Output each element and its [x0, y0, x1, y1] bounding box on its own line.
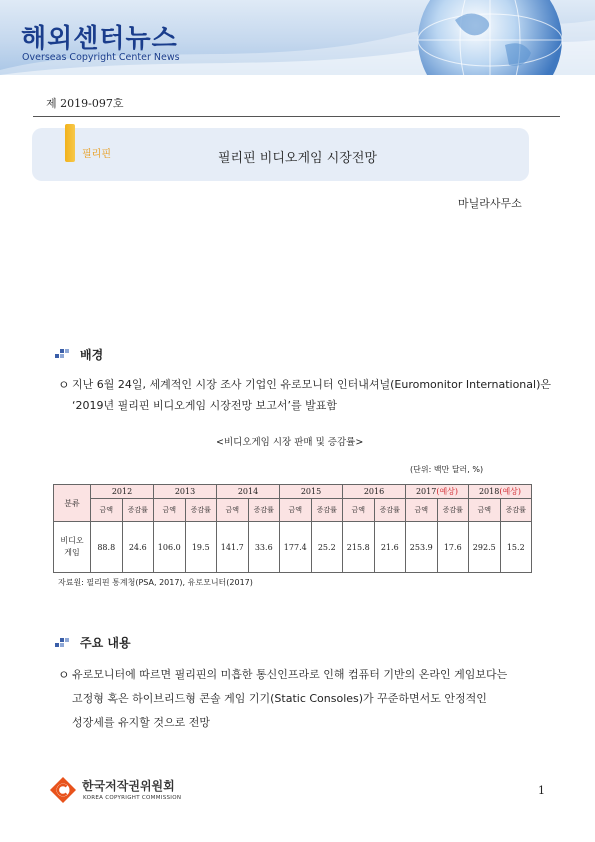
- commission-name: 한국저작권위원회: [82, 779, 175, 793]
- metric-amount-header: 금액: [280, 499, 312, 522]
- table-row: [54, 522, 532, 573]
- year-header: 2017(예상): [406, 485, 469, 499]
- table-cell: 33.6: [248, 522, 280, 573]
- table-cell: 19.5: [185, 522, 217, 573]
- issue-number: 제 2019-097호: [46, 97, 124, 110]
- year-header: 2015: [280, 485, 343, 499]
- article-title: 필리핀 비디오게임 시장전망: [218, 151, 377, 166]
- table-cell: 88.8: [91, 522, 123, 573]
- metric-rate-header: 증감률: [248, 499, 280, 522]
- content-line-3: 성장세를 유지할 것으로 전망: [72, 716, 211, 729]
- table-cell: 106.0: [154, 522, 186, 573]
- author-office: 마닐라사무소: [458, 197, 522, 210]
- metric-rate-header: 증감률: [437, 499, 469, 522]
- metric-rate-header: 증감률: [374, 499, 406, 522]
- table-year-row: [54, 485, 532, 499]
- market-table: [53, 484, 532, 573]
- year-header: 2012: [91, 485, 154, 499]
- background-line-2: ‘2019년 필리핀 비디오게임 시장전망 보고서’를 발표함: [72, 399, 337, 412]
- table-cell: 17.6: [437, 522, 469, 573]
- year-header: 2014: [217, 485, 280, 499]
- section-heading-background: 배경: [80, 348, 104, 362]
- commission-name-english: KOREA COPYRIGHT COMMISSION: [83, 795, 182, 801]
- row-label: 비디오 게임: [54, 522, 91, 573]
- content-line-2: 고정형 혹은 하이브리드형 콘솔 게임 기기(Static Consoles)가 꾸준하면서도 안정적인: [72, 692, 487, 705]
- table-metric-row: [54, 499, 532, 522]
- metric-amount-header: 금액: [154, 499, 186, 522]
- table-caption: <비디오게임 시장 판매 및 증감률>: [216, 437, 364, 448]
- table-cell: 177.4: [280, 522, 312, 573]
- table-cell: 292.5: [469, 522, 501, 573]
- table-cell: 21.6: [374, 522, 406, 573]
- header-banner: [0, 0, 595, 75]
- table-cell: 253.9: [406, 522, 438, 573]
- page-number: 1: [538, 784, 545, 797]
- table-cell: 25.2: [311, 522, 343, 573]
- newsletter-subtitle: Overseas Copyright Center News: [22, 52, 180, 63]
- table-cell: 24.6: [122, 522, 154, 573]
- year-header: 2013: [154, 485, 217, 499]
- background-line-1: 지난 6월 24일, 세계적인 시장 조사 기업인 유로모니터 인터내셔널(Euromonitor International)은: [72, 378, 551, 391]
- table-source: 자료원: 필리핀 통계청(PSA, 2017), 유로모니터(2017): [58, 578, 253, 587]
- table-cell: 215.8: [343, 522, 375, 573]
- year-header: 2018(예상): [469, 485, 532, 499]
- year-header: 2016: [343, 485, 406, 499]
- table-cell: 15.2: [500, 522, 532, 573]
- metric-rate-header: 증감률: [311, 499, 343, 522]
- content-line-1: 유로모니터에 따르면 필리핀의 미흡한 통신인프라로 인해 컴퓨터 기반의 온라인 게임보다는: [72, 668, 508, 681]
- table-unit: (단위: 백만 달러, %): [410, 465, 484, 474]
- metric-amount-header: 금액: [343, 499, 375, 522]
- category-marker: [65, 124, 75, 162]
- category-label: 필리핀: [82, 149, 111, 160]
- newsletter-title: 해외센터뉴스: [21, 24, 178, 54]
- metric-amount-header: 금액: [217, 499, 249, 522]
- table-category-header: 분류: [54, 485, 91, 522]
- metric-amount-header: 금액: [91, 499, 123, 522]
- header-divider: [33, 116, 560, 117]
- section-heading-main-content: 주요 내용: [80, 636, 131, 650]
- section-bullet-icon: [55, 638, 70, 648]
- bullet-mark: ㅇ: [58, 378, 70, 392]
- bullet-mark: ㅇ: [58, 668, 70, 682]
- globe-icon: [405, 0, 575, 75]
- metric-amount-header: 금액: [406, 499, 438, 522]
- metric-amount-header: 금액: [469, 499, 501, 522]
- metric-rate-header: 증감률: [185, 499, 217, 522]
- metric-rate-header: 증감률: [500, 499, 532, 522]
- section-bullet-icon: [55, 349, 70, 359]
- commission-logo-icon: [49, 776, 77, 804]
- table-cell: 141.7: [217, 522, 249, 573]
- metric-rate-header: 증감률: [122, 499, 154, 522]
